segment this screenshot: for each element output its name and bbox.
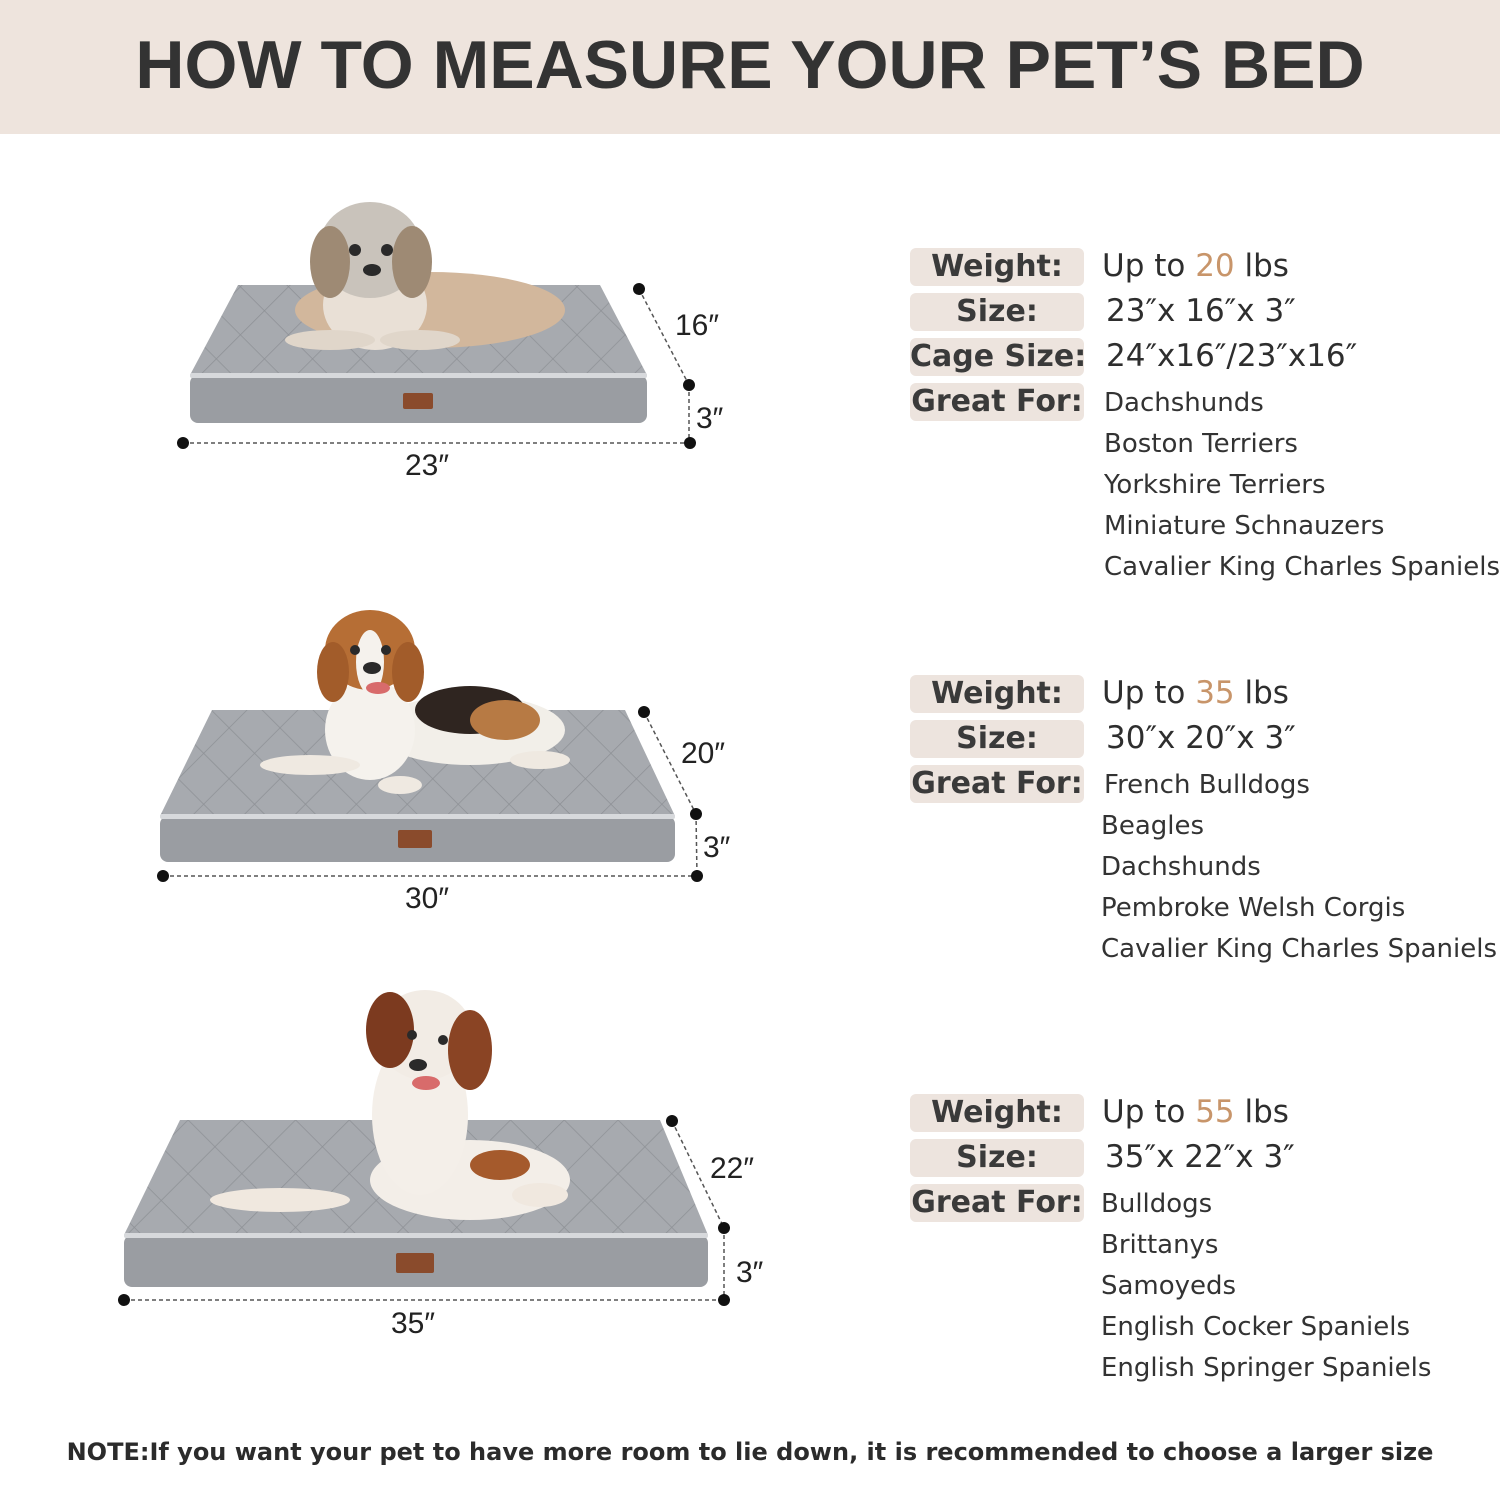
breed-item: Dachshunds <box>1104 388 1264 418</box>
weight-number: 55 <box>1195 1094 1235 1130</box>
weight-value <box>1102 247 1289 285</box>
small-dog-illustration <box>285 202 565 350</box>
cage-size-value: 24″x16″/23″x16″ <box>1106 338 1358 374</box>
small-width-label: 16″ <box>675 309 719 342</box>
weight-prefix: Up to <box>1102 248 1196 284</box>
weight-prefix: Up to <box>1102 675 1196 711</box>
size-value: 30″x 20″x 3″ <box>1106 720 1296 756</box>
breed-item: Yorkshire Terriers <box>1104 470 1326 500</box>
small-bed-illustration <box>0 190 860 610</box>
breed-item: Brittanys <box>1101 1230 1219 1260</box>
medium-bed-illustration <box>0 600 860 1020</box>
size-label: Size: <box>910 720 1084 758</box>
weight-value <box>1102 674 1289 712</box>
large-width-label: 22″ <box>710 1152 754 1185</box>
page-title: HOW TO MEASURE YOUR PET’S BED <box>135 27 1365 103</box>
breed-item: Cavalier King Charles Spaniels <box>1104 552 1500 582</box>
weight-unit: lbs <box>1234 1094 1289 1130</box>
breed-item: Bulldogs <box>1101 1189 1213 1219</box>
small-length-label: 23″ <box>405 449 449 482</box>
cage-size-label: Cage Size: <box>910 339 1087 374</box>
size-value: 23″x 16″x 3″ <box>1106 293 1296 329</box>
weight-value <box>1102 1093 1289 1131</box>
size-label: Size: <box>910 293 1084 331</box>
brand-tag-icon <box>398 830 432 848</box>
weight-number: 35 <box>1195 675 1235 711</box>
weight-unit: lbs <box>1234 248 1289 284</box>
breed-item: Dachshunds <box>1101 852 1261 882</box>
large-bed-illustration <box>0 985 860 1405</box>
breed-item: Boston Terriers <box>1104 429 1298 459</box>
breed-item: Beagles <box>1101 811 1205 841</box>
great-for-label: Great For: <box>911 384 1083 419</box>
weight-label: Weight: <box>910 1094 1084 1132</box>
size-section-small <box>0 190 1500 610</box>
breed-item: Cavalier King Charles Spaniels <box>1101 934 1498 964</box>
weight-label: Weight: <box>910 675 1084 713</box>
footer-note: NOTE:If you want your pet to have more room to lie down, it is recommended to choose a larger size <box>66 1438 1434 1466</box>
size-label: Size: <box>910 1139 1084 1177</box>
great-for-label: Great For: <box>911 766 1083 801</box>
large-length-label: 35″ <box>391 1307 435 1340</box>
medium-width-label: 20″ <box>681 737 725 770</box>
large-height-label: 3″ <box>736 1256 764 1289</box>
breed-item: Samoyeds <box>1101 1271 1237 1301</box>
weight-unit: lbs <box>1234 675 1289 711</box>
size-section-large <box>0 985 1500 1405</box>
brand-tag-icon <box>403 393 433 409</box>
header-banner <box>0 0 1500 134</box>
small-height-label: 3″ <box>696 402 724 435</box>
size-section-medium <box>0 600 1500 1020</box>
breed-item: Miniature Schnauzers <box>1104 511 1385 541</box>
breed-item: Pembroke Welsh Corgis <box>1101 893 1406 923</box>
brand-tag-icon <box>396 1253 434 1273</box>
breed-item: English Springer Spaniels <box>1101 1353 1432 1383</box>
medium-length-label: 30″ <box>405 882 449 915</box>
weight-label: Weight: <box>910 248 1084 286</box>
medium-height-label: 3″ <box>703 831 731 864</box>
great-for-label: Great For: <box>911 1185 1083 1220</box>
weight-number: 20 <box>1195 248 1235 284</box>
size-value: 35″x 22″x 3″ <box>1105 1139 1295 1175</box>
weight-prefix: Up to <box>1102 1094 1196 1130</box>
breed-item: French Bulldogs <box>1104 770 1310 800</box>
breed-item: English Cocker Spaniels <box>1101 1312 1410 1342</box>
